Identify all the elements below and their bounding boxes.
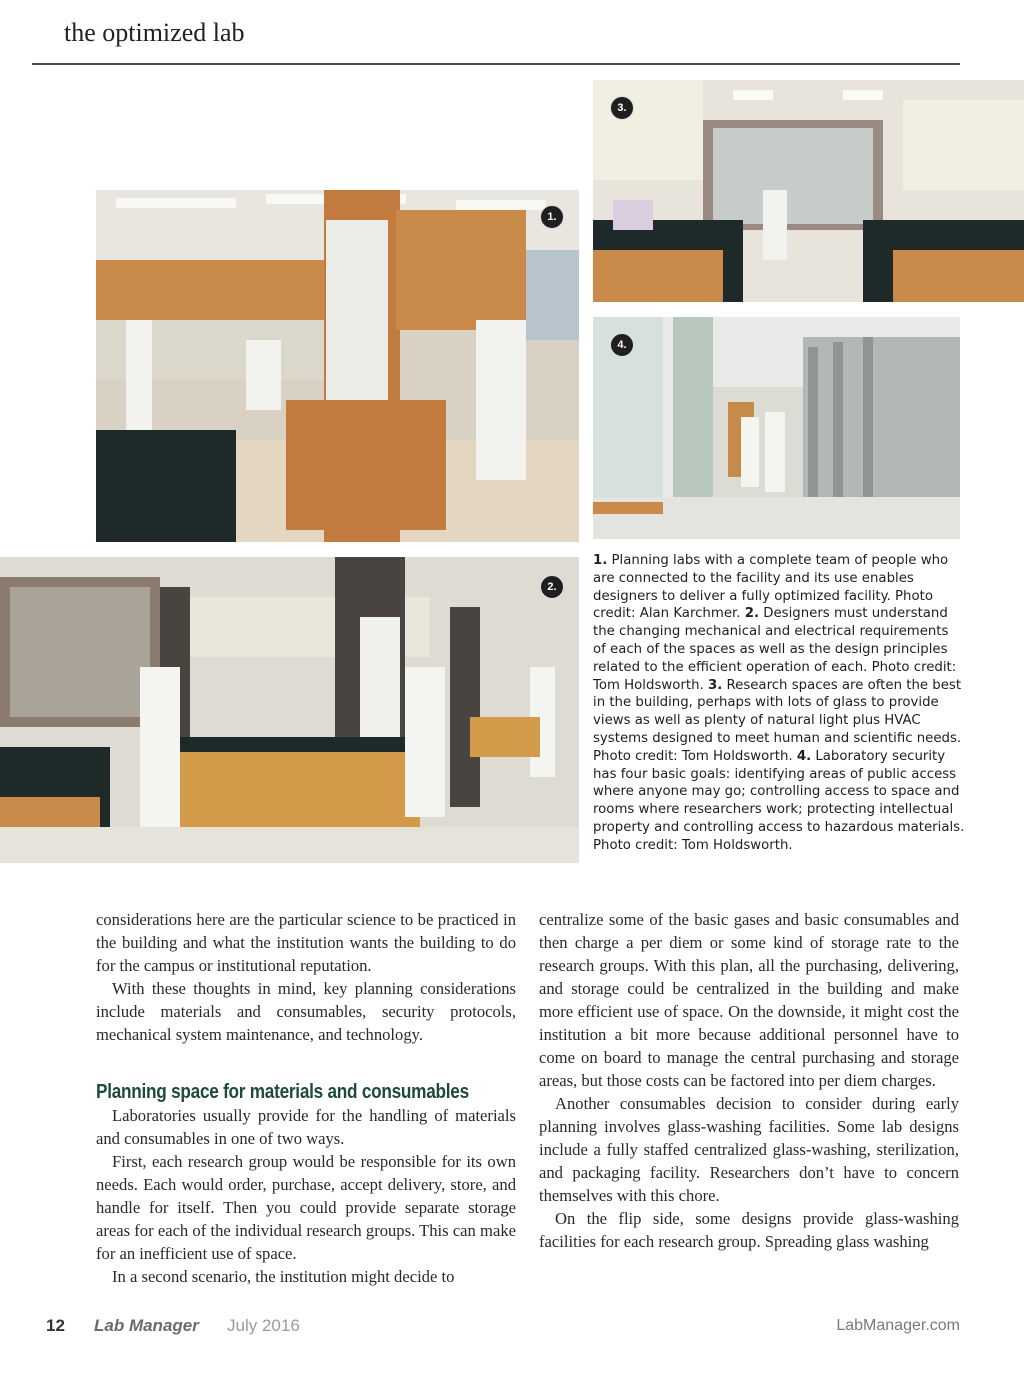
caption-text-1: Planning labs with a complete team of people who are connected to the facility and its use enables designers to deliver a fully optimized facility. Photo credit: Alan Karchmer. — [593, 553, 949, 622]
caption-num-1: 1. — [593, 553, 608, 568]
magazine-name: Lab Manager — [94, 1316, 199, 1335]
left-paragraph-2: With these thoughts in mind, key planning considerations include materials and consumables, security protocols, mechanical system maintenance, and technology. — [96, 979, 516, 1044]
section-title: the optimized lab — [64, 18, 245, 47]
body-right-column — [539, 908, 959, 1253]
right-paragraph-3: On the flip side, some designs provide glass-washing facilities for each research group. Spreading glass washing — [539, 1209, 959, 1251]
photo-3-lab-image — [593, 80, 1024, 302]
caption-num-2: 2. — [744, 606, 760, 622]
right-paragraph-2: Another consumables decision to consider during early planning involves glass-washing facilities. Some lab designs include a fully staffed centralized glass-washing, sterilization, and packaging facility. Researchers don’t have to concern themselves with this chore. — [539, 1094, 959, 1205]
body-left-column — [96, 908, 516, 1288]
caption-text-2: Designers must understand the changing mechanical and electrical requirements of each of the spaces as well as the design principles related to the efficient operation of each. Photo credit: Tom Holdsworth. — [593, 606, 957, 693]
caption-num-3: 3. — [707, 677, 723, 693]
left-paragraph-1: considerations here are the particular science to be practiced in the building and what the institution wants the building to do for the campus or institutional reputation. — [96, 910, 516, 975]
photo-caption — [593, 552, 965, 855]
left-paragraph-5: In a second scenario, the institution might decide to — [112, 1267, 455, 1286]
right-paragraph-1: centralize some of the basic gases and basic consumables and then charge a per diem or some kind of storage rate to the research groups. With this plan, all the purchasing, delivering, and storage could be centralized in the building and make more efficient use of space. On the downside, it might cost the institution a bit more because additional personnel have to come on board to manage the central purchasing and storage areas, but those costs can be factored into per diem charges. — [539, 910, 959, 1090]
website-link[interactable]: LabManager.com — [836, 1317, 960, 1334]
issue-date: July 2016 — [227, 1316, 300, 1335]
left-paragraph-4: First, each research group would be responsible for its own needs. Each would order, purchase, accept delivery, store, and handle for itself. Then you could provide separate storage areas for each of the individual research groups. This can make for an inefficient use of space. — [96, 1152, 516, 1263]
section-heading: Planning space for materials and consumables — [96, 1081, 469, 1103]
photo-1-badge: 1. — [540, 205, 564, 229]
photo-4-corridor-image — [593, 317, 960, 539]
left-paragraph-3: Laboratories usually provide for the handling of materials and consumables in one of two ways. — [96, 1106, 516, 1148]
page-footer — [0, 1312, 1024, 1342]
photo-1-lab-image — [96, 190, 579, 542]
photo-2-lab-image — [0, 557, 579, 863]
photo-3 — [593, 80, 1024, 302]
photo-4-badge: 4. — [610, 333, 634, 357]
caption-text-4: Laboratory security has four basic goals: identifying areas of public access where anyone may go; controlling access to space and rooms where researchers work; protecting intellectual property and controlling access to hazardous materials. Photo credit: Tom Holdsworth. — [593, 748, 965, 853]
caption-text-3: Research spaces are often the best in the building, perhaps with lots of glass to provide views as well as plenty of natural light plus HVAC systems designed to meet human and scientific needs. Photo credit: Tom Holdsworth. — [593, 677, 962, 764]
caption-text — [593, 552, 965, 855]
photo-2-badge: 2. — [540, 575, 564, 599]
photo-1 — [96, 190, 579, 542]
header-rule — [32, 63, 960, 65]
photo-3-badge: 3. — [610, 96, 634, 120]
photo-4 — [593, 317, 960, 539]
page-number: 12 — [46, 1316, 65, 1335]
caption-num-4: 4. — [796, 748, 812, 764]
photo-2 — [0, 557, 579, 863]
